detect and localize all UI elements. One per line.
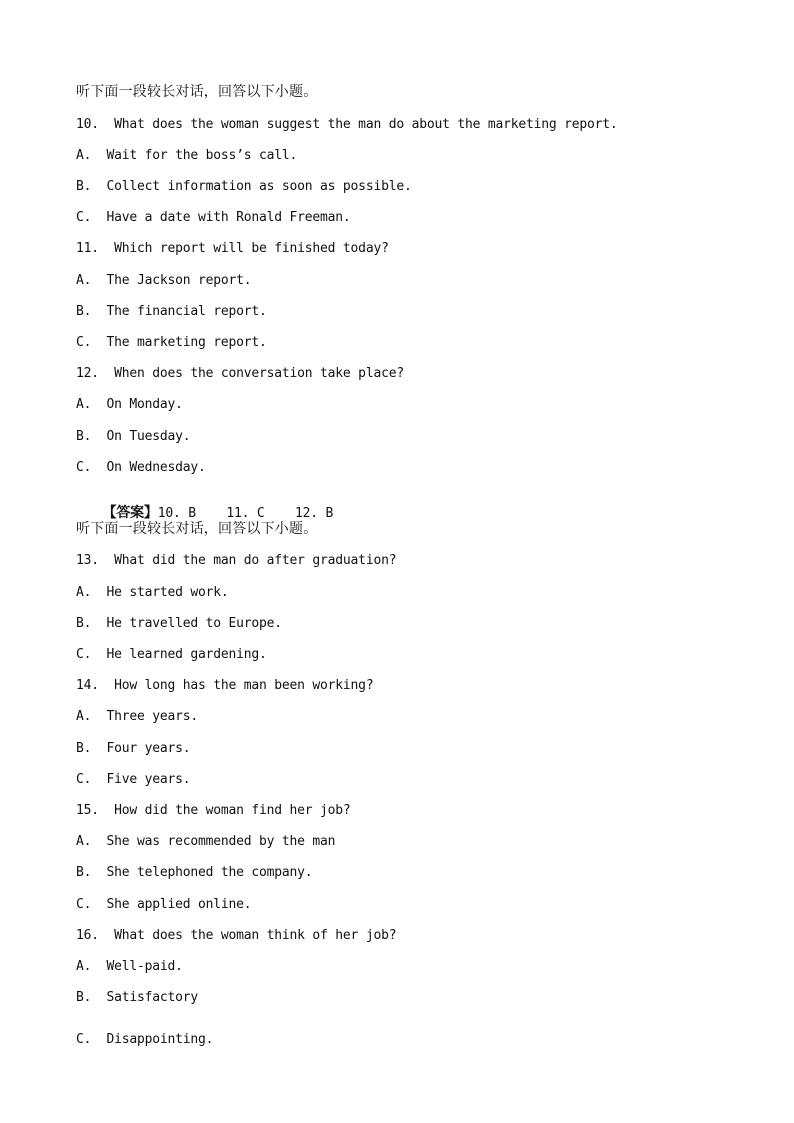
question-13-option-c: C. He learned gardening. bbox=[76, 647, 267, 662]
question-15-option-a: A. She was recommended by the man bbox=[76, 834, 336, 849]
question-11-option-b: B. The financial report. bbox=[76, 304, 267, 319]
question-15-stem: 15. How did the woman find her job? bbox=[76, 803, 351, 818]
question-12-option-a: A. On Monday. bbox=[76, 397, 183, 412]
question-14-stem: 14. How long has the man been working? bbox=[76, 678, 374, 693]
question-10-option-c: C. Have a date with Ronald Freeman. bbox=[76, 210, 351, 225]
question-14-option-a: A. Three years. bbox=[76, 709, 199, 724]
question-11-stem: 11. Which report will be finished today? bbox=[76, 241, 389, 256]
question-11-option-a: A. The Jackson report. bbox=[76, 273, 252, 288]
question-16-option-a: A. Well-paid. bbox=[76, 959, 183, 974]
question-11-option-c: C. The marketing report. bbox=[76, 335, 267, 350]
question-16-option-b: B. Satisfactory bbox=[76, 990, 199, 1005]
question-14-option-c: C. Five years. bbox=[76, 772, 191, 787]
question-12-stem: 12. When does the conversation take place? bbox=[76, 366, 404, 381]
question-13-stem: 13. What did the man do after graduation? bbox=[76, 553, 397, 568]
question-15-option-c: C. She applied online. bbox=[76, 897, 252, 912]
question-12-option-b: B. On Tuesday. bbox=[76, 429, 191, 444]
answer-label: 【答案】 bbox=[102, 505, 158, 521]
question-10-option-a: A. Wait for the boss’s call. bbox=[76, 148, 298, 163]
question-12-option-c: C. On Wednesday. bbox=[76, 460, 206, 475]
question-13-option-a: A. He started work. bbox=[76, 585, 229, 600]
question-10-stem: 10. What does the woman suggest the man do about the marketing report. bbox=[76, 117, 618, 132]
question-13-option-b: B. He travelled to Europe. bbox=[76, 616, 282, 631]
section1-instruction: 听下面一段较长对话，回答以下小题。 bbox=[76, 84, 318, 100]
question-15-option-b: B. She telephoned the company. bbox=[76, 865, 313, 880]
question-16-stem: 16. What does the woman think of her job? bbox=[76, 928, 397, 943]
answer-values: 10. B 11. C 12. B bbox=[157, 506, 334, 521]
section2-instruction: 听下面一段较长对话，回答以下小题。 bbox=[76, 521, 318, 537]
question-14-option-b: B. Four years. bbox=[76, 741, 191, 756]
question-16-option-c: C. Disappointing. bbox=[76, 1032, 214, 1047]
question-10-option-b: B. Collect information as soon as possible. bbox=[76, 179, 412, 194]
